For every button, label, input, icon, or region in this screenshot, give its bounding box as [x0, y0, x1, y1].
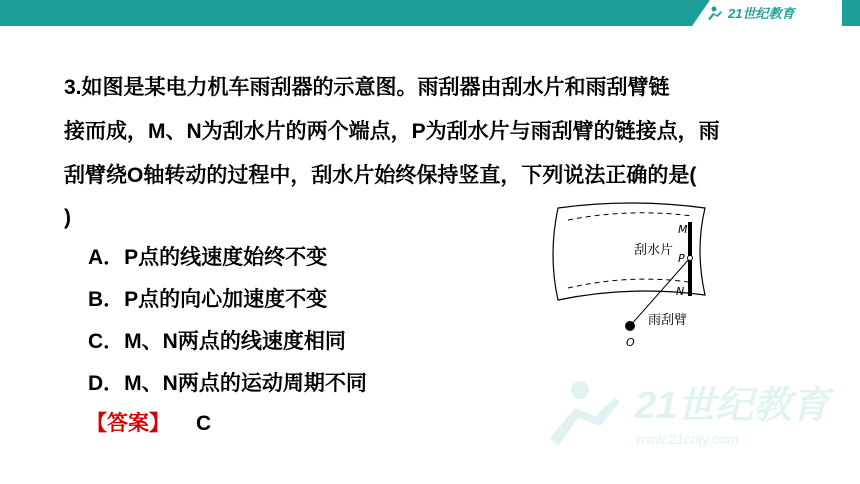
runner-icon-head	[712, 7, 717, 12]
option-b: B．P点的向心加速度不变	[88, 288, 328, 311]
site-logo	[704, 3, 834, 23]
point-o	[625, 321, 635, 331]
runner-icon-body	[708, 11, 722, 20]
question-line-2: 接而成，M、N为刮水片的两个端点，P为刮水片与雨刮臂的链接点，雨	[64, 120, 720, 143]
label-n: N	[676, 285, 685, 298]
label-o: O	[626, 336, 635, 349]
option-d: D．M、N两点的运动周期不同	[88, 372, 367, 395]
point-p	[688, 256, 693, 261]
answer-line	[86, 412, 211, 436]
watermark-logo	[540, 368, 840, 458]
watermark-url: www.21cnjy.com	[635, 431, 739, 447]
question-line-4: )	[64, 206, 71, 229]
answer-value: C	[196, 412, 212, 435]
upper-wipe-arc	[568, 213, 692, 220]
watermark-text: 21世纪教育	[635, 385, 830, 427]
question-line-1: 3.如图是某电力机车雨刮器的示意图。雨刮器由刮水片和雨刮臂链	[64, 76, 670, 99]
wiper-diagram	[540, 200, 715, 360]
question-line-3: 刮臂绕O轴转动的过程中，刮水片始终保持竖直，下列说法正确的是(	[64, 164, 697, 187]
label-blade: 刮水片	[634, 243, 674, 258]
label-arm: 雨刮臂	[648, 313, 688, 328]
answer-label: 【答案】	[86, 412, 170, 435]
logo-text: 21世纪教育	[728, 6, 795, 21]
option-a: A．P点的线速度始终不变	[88, 246, 328, 269]
label-m: M	[678, 223, 688, 236]
option-c: C．M、N两点的线速度相同	[88, 330, 346, 353]
label-p: P	[678, 252, 685, 265]
